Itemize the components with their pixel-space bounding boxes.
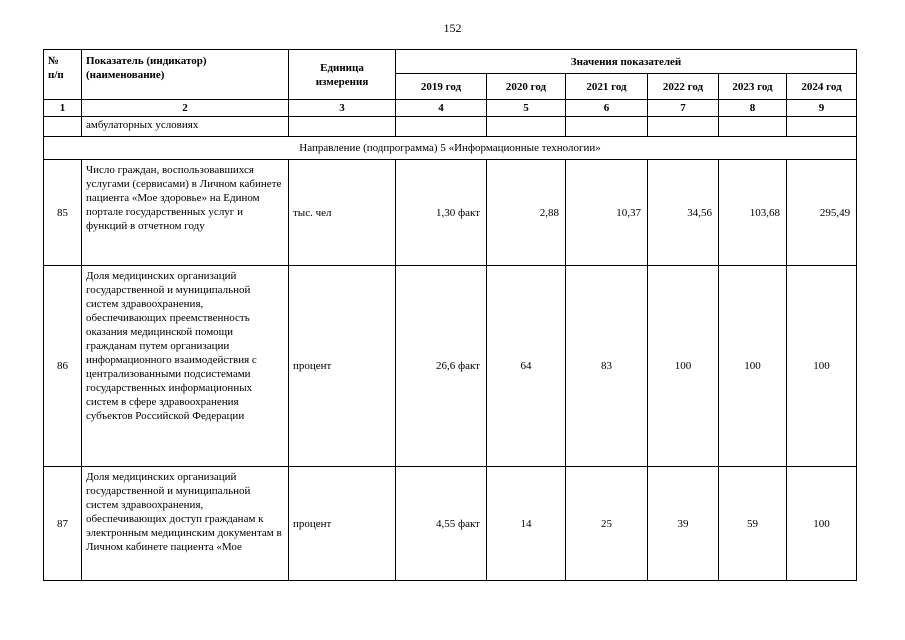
column-number: 7	[648, 100, 719, 117]
row-number: 87	[44, 467, 82, 581]
value-cell: 59	[719, 467, 787, 581]
section-row	[44, 137, 857, 160]
year-header: 2022 год	[648, 74, 719, 100]
column-number: 9	[787, 100, 857, 117]
column-number: 8	[719, 100, 787, 117]
year-header: 2021 год	[566, 74, 648, 100]
year-header: 2019 год	[396, 74, 487, 100]
unit-cell: процент	[289, 266, 396, 467]
value-cell: 100	[648, 266, 719, 467]
value-cell: 103,68	[719, 160, 787, 266]
section-title: Направление (подпрограмма) 5 «Информационные технологии»	[44, 137, 857, 160]
year-header: 2020 год	[487, 74, 566, 100]
column-number: 5	[487, 100, 566, 117]
value-cell: 64	[487, 266, 566, 467]
value-cell: 14	[487, 467, 566, 581]
value-cell: 25	[566, 467, 648, 581]
unit-header: Единица измерения	[289, 50, 396, 100]
unit-cell: тыс. чел	[289, 160, 396, 266]
value-cell: 10,37	[566, 160, 648, 266]
value-cell: 34,56	[648, 160, 719, 266]
value-cell: 100	[787, 266, 857, 467]
indicators-table	[43, 49, 857, 581]
table-row	[44, 266, 857, 467]
value-cell: 4,55 факт	[396, 467, 487, 581]
column-number: 6	[566, 100, 648, 117]
table-row	[44, 160, 857, 266]
indicator-cell: Доля медицинских организаций государственной и муниципальной систем здравоохранения, обеспечивающих преемственность оказания медицинской помощи гражданам путем организации информационного взаимодействия с централизованными подсистемами государственных информационных систем в сфере здравоохранения субъектов Российской Федерации	[82, 266, 289, 467]
value-cell: 295,49	[787, 160, 857, 266]
column-number: 4	[396, 100, 487, 117]
value-cell: 1,30 факт	[396, 160, 487, 266]
page-number: 152	[443, 21, 462, 35]
year-header: 2024 год	[787, 74, 857, 100]
year-header: 2023 год	[719, 74, 787, 100]
header-row-1	[44, 50, 857, 74]
indicator-cell: Число граждан, воспользовавшихся услугами (сервисами) в Личном кабинете пациента «Мое здоровье» на Едином портале государственных услуг и функций в отчетном году	[82, 160, 289, 266]
value-cell: 26,6 факт	[396, 266, 487, 467]
indicator-header: Показатель (индикатор) (наименование)	[82, 50, 289, 100]
indicator-cell: Доля медицинских организаций государственной и муниципальной систем здравоохранения, обеспечивающих доступ гражданам к электронным медицинским документам в Личном кабинете пациента «Мое	[82, 467, 289, 581]
value-cell: 39	[648, 467, 719, 581]
column-number: 3	[289, 100, 396, 117]
row-number: 86	[44, 266, 82, 467]
num-header: № п/п	[44, 50, 82, 100]
indicator-cell: амбулаторных условиях	[82, 117, 289, 137]
table-row	[44, 467, 857, 581]
column-numbers-row	[44, 100, 857, 117]
column-number: 2	[82, 100, 289, 117]
unit-cell: процент	[289, 467, 396, 581]
column-number: 1	[44, 100, 82, 117]
value-cell: 100	[787, 467, 857, 581]
value-cell: 100	[719, 266, 787, 467]
row-number: 85	[44, 160, 82, 266]
value-cell: 83	[566, 266, 648, 467]
value-cell: 2,88	[487, 160, 566, 266]
values-header: Значения показателей	[396, 50, 857, 74]
continuation-row	[44, 117, 857, 137]
